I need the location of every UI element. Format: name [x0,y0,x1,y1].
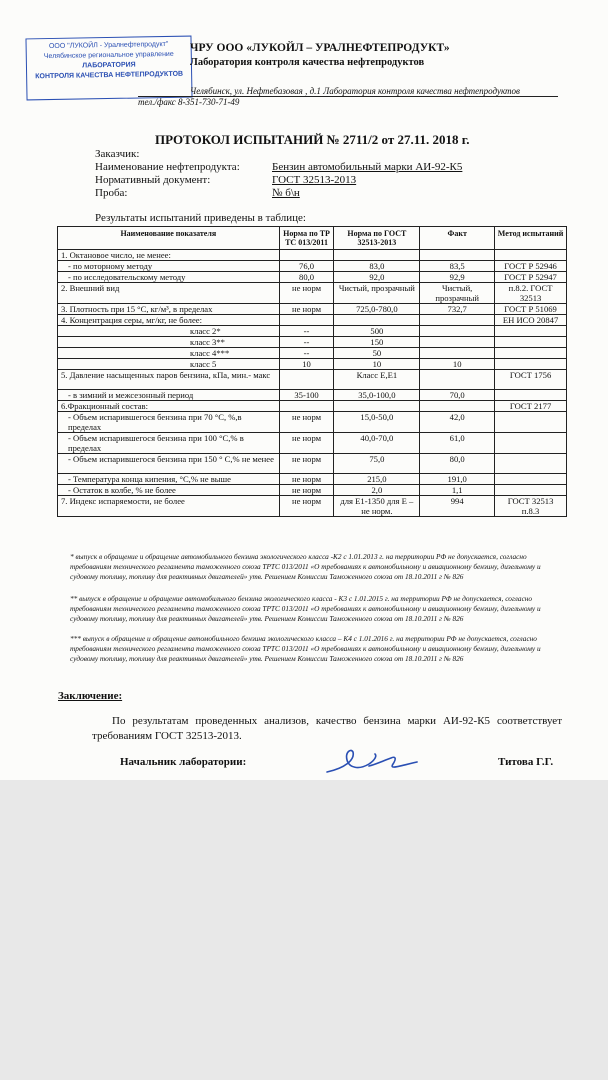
table-row [58,261,567,272]
cell-fact: 732,7 [420,304,495,315]
handwritten-signature [325,746,420,776]
conclusion-text: По результатам проведенных анализов, качество бензина марки АИ-92-К5 соответствует требованиям ГОСТ 32513-2013. [92,715,562,742]
cell-norm-gost: 35,0-100,0 [334,390,420,401]
table-row [58,401,567,412]
table-row [58,283,567,304]
cell-fact: 80,0 [420,454,495,474]
col-header-parameter: Наименование показателя [58,227,280,250]
cell-parameter: - Объем испарившегося бензина при 100 °С,% в пределах [58,433,280,454]
lab-address: Челябинск, ул. Нефтебазовая , д.1 Лаборатория контроля качества нефтепродуктов [190,86,520,96]
cell-parameter: 4. Концентрация серы, мг/кг, не более: [58,315,280,326]
cell-method [495,359,567,370]
cell-method [495,326,567,337]
product-label: Наименование нефтепродукта: [95,161,240,173]
product-value: Бензин автомобильный марки АИ-92-К5 [272,161,463,173]
cell-parameter: 2. Внешний вид [58,283,280,304]
cell-method: ГОСТ 32513 п.8.3 [495,496,567,517]
cell-fact: Чистый, прозрачный [420,283,495,304]
cell-parameter: 5. Давление насыщенных паров бензина, кПа, мин.- макс [58,370,280,390]
cell-fact [420,250,495,261]
cell-method [495,485,567,496]
cell-norm-gost: 10 [334,359,420,370]
table-row [58,496,567,517]
cell-parameter: 1. Октановое число, не менее: [58,250,280,261]
cell-parameter: 6.Фракционный состав: [58,401,280,412]
cell-parameter: 3. Плотность при 15 °С, кг/м³, в пределах [58,304,280,315]
stamp-line: Челябинское региональное управление [43,50,174,61]
cell-method: ЕН ИСО 20847 [495,315,567,326]
cell-norm-trts: не норм [279,283,334,304]
cell-norm-trts: -- [279,348,334,359]
cell-norm-trts: не норм [279,454,334,474]
cell-method: ГОСТ Р 52946 [495,261,567,272]
footnote-3: *** выпуск в обращение и обращение автомобильного бензина экологического класса – К4 с 1.01.2016 г. на территории РФ не допускается, согласно требованиям технического регламента таможенного союза ТРТС 013/2011 «О требованиях к автомобильному и авиационному бензину, дизельному и судовому топливу, топливу для реактивных двигателей» утв. Решением Комиссии Таможенного союза от 18.10.2011 г № 826 [70,634,541,663]
table-row [58,272,567,283]
cell-norm-gost: 500 [334,326,420,337]
cell-norm-trts: не норм [279,412,334,433]
cell-parameter: класс 2* [58,326,280,337]
table-row [58,390,567,401]
table-row [58,326,567,337]
table-row [58,315,567,326]
cell-method: ГОСТ Р 51069 [495,304,567,315]
cell-fact: 61,0 [420,433,495,454]
customer-label: Заказчик: [95,148,140,160]
doc-value: ГОСТ 32513-2013 [272,174,357,186]
cell-norm-trts: 76,0 [279,261,334,272]
cell-norm-gost [334,250,420,261]
cell-method [495,390,567,401]
cell-norm-trts: не норм [279,433,334,454]
table-row [58,412,567,433]
results-intro: Результаты испытаний приведены в таблице: [95,212,306,224]
cell-norm-trts: не норм [279,496,334,517]
cell-parameter: класс 5 [58,359,280,370]
cell-parameter: класс 4*** [58,348,280,359]
cell-method [495,412,567,433]
cell-norm-trts: 80,0 [279,272,334,283]
cell-norm-trts: -- [279,337,334,348]
cell-method [495,337,567,348]
footnote-2: ** выпуск в обращение и обращение автомобильного бензина экологического класса - К3 с 1.01.2015 г. на территории РФ не допускается, согласно требованиям технического регламента таможенного союза ТРТС 013/2011 «О требованиях к автомобильному и авиационному бензину, дизельному и судовому топливу, топливу для реактивных двигателей» утв. Решением Комиссии Таможенного союза от 18.10.2011 г № 826 [70,594,541,623]
conclusion-title: Заключение: [58,690,123,702]
results-table [57,226,567,517]
cell-parameter: - Температура конца кипения, °С,% не выше [58,474,280,485]
sample-label: Проба: [95,187,128,199]
cell-fact [420,370,495,390]
cell-fact: 10 [420,359,495,370]
cell-norm-trts: не норм [279,474,334,485]
cell-fact [420,337,495,348]
signatory-name: Титова Г.Г. [498,756,554,768]
cell-method: п.8.2. ГОСТ 32513 [495,283,567,304]
cell-norm-gost: 150 [334,337,420,348]
cell-norm-gost: для Е1-1350 для Е –не норм. [334,496,420,517]
table-row [58,250,567,261]
cell-method [495,474,567,485]
cell-method: ГОСТ Р 52947 [495,272,567,283]
cell-norm-trts [279,315,334,326]
cell-norm-gost [334,401,420,412]
cell-parameter: класс 3** [58,337,280,348]
table-row [58,485,567,496]
cell-parameter: - Объем испарившегося бензина при 70 °С, %,в пределах [58,412,280,433]
cell-method [495,433,567,454]
cell-fact: 83,5 [420,261,495,272]
stamp-line: ЛАБОРАТОРИЯ [82,61,136,70]
lab-name: Лаборатория контроля качества нефтепродуктов [190,57,425,68]
col-header-method: Метод испытаний [495,227,567,250]
cell-norm-trts: 10 [279,359,334,370]
cell-norm-trts: не норм [279,304,334,315]
cell-fact: 42,0 [420,412,495,433]
table-row [58,454,567,474]
cell-norm-gost: 50 [334,348,420,359]
cell-norm-gost: 40,0-70,0 [334,433,420,454]
cell-norm-gost [334,315,420,326]
cell-fact: 994 [420,496,495,517]
cell-parameter: - по исследовательскому методу [58,272,280,283]
cell-norm-gost: Класс Е,Е1 [334,370,420,390]
table-row [58,433,567,454]
cell-norm-trts: -- [279,326,334,337]
lab-phone: тел./факс 8-351-730-71-49 [138,97,240,107]
cell-norm-trts: 35-100 [279,390,334,401]
org-name: ЧРУ ООО «ЛУКОЙЛ – УРАЛНЕФТЕПРОДУКТ» [190,42,450,54]
col-header-norm-trts: Норма по ТР ТС 013/2011 [279,227,334,250]
cell-parameter: - по моторному методу [58,261,280,272]
cell-method: ГОСТ 1756 [495,370,567,390]
table-row [58,304,567,315]
cell-norm-gost: 2,0 [334,485,420,496]
table-row [58,359,567,370]
cell-fact [420,401,495,412]
cell-norm-gost: 75,0 [334,454,420,474]
cell-method [495,348,567,359]
cell-fact [420,326,495,337]
cell-norm-trts [279,401,334,412]
cell-norm-gost: 725,0-780,0 [334,304,420,315]
cell-fact: 191,0 [420,474,495,485]
cell-parameter: - Объем испарившегося бензина при 150 ° С,% не менее [58,454,280,474]
cell-method: ГОСТ 2177 [495,401,567,412]
cell-method [495,454,567,474]
cell-fact [420,315,495,326]
table-header-row [58,227,567,250]
lab-stamp [25,36,192,101]
cell-norm-gost: 15,0-50,0 [334,412,420,433]
cell-fact [420,348,495,359]
cell-fact: 70,0 [420,390,495,401]
cell-fact: 92,9 [420,272,495,283]
table-row [58,474,567,485]
stamp-line: ООО "ЛУКОЙЛ - Уралнефтепродукт" [48,40,169,51]
cell-parameter: - в зимний и межсезонный период [58,390,280,401]
cell-parameter: 7. Индекс испаряемости, не более [58,496,280,517]
cell-norm-gost: 215,0 [334,474,420,485]
footnote-1: * выпуск в обращение и обращение автомобильного бензина экологического класса -К2 с 1.01.2013 г. на территории РФ не допускается, согласно требованиям технического регламента таможенного союза ТРТС 013/2011 «О требованиях к автомобильному и авиационному бензину, дизельному и судовому топливу, топливу для реактивных двигателей» утв. Решением Комиссии Таможенного союза от 18.10.2011 г № 826 [70,552,541,581]
cell-norm-gost: 83,0 [334,261,420,272]
col-header-norm-gost: Норма по ГОСТ 32513-2013 [334,227,420,250]
col-header-fact: Факт [420,227,495,250]
cell-norm-trts [279,250,334,261]
cell-norm-gost: 92,0 [334,272,420,283]
cell-parameter: - Остаток в колбе, % не более [58,485,280,496]
signatory-role: Начальник лаборатории: [120,756,247,768]
protocol-title: ПРОТОКОЛ ИСПЫТАНИЙ № 2711/2 от 27.11. 2018 г. [155,132,470,147]
table-row [58,348,567,359]
cell-norm-trts [279,370,334,390]
cell-norm-trts: не норм [279,485,334,496]
table-row [58,370,567,390]
cell-norm-gost: Чистый, прозрачный [334,283,420,304]
sample-value: № б\н [272,187,300,199]
doc-label: Нормативный документ: [95,174,211,186]
table-row [58,337,567,348]
cell-fact: 1,1 [420,485,495,496]
stamp-line: КОНТРОЛЯ КАЧЕСТВА НЕФТЕПРОДУКТОВ [35,70,184,81]
cell-method [495,250,567,261]
